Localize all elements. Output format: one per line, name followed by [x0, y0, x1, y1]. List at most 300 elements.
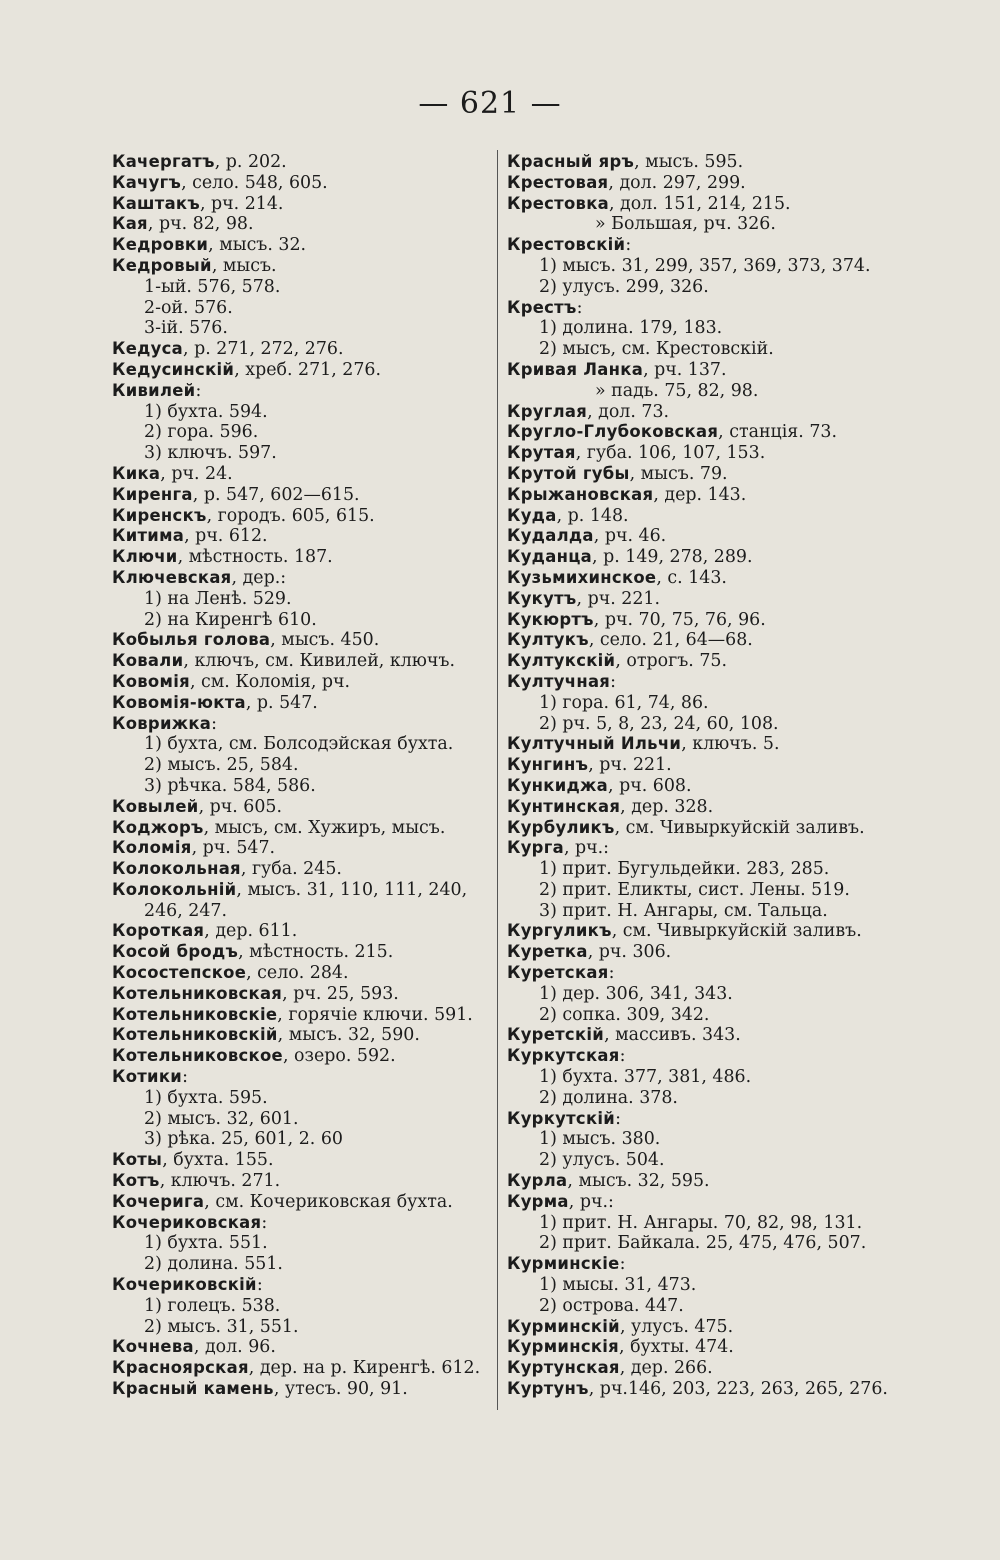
index-entry: [507, 1025, 897, 1046]
entry-references: 3) рѣчка. 584, 586.: [144, 775, 316, 796]
entry-references: , см. Коломія, рч.: [189, 671, 351, 692]
entry-headword: Красный яръ: [507, 152, 635, 171]
index-entry: [112, 921, 492, 942]
entry-headword: Ковали: [112, 651, 184, 671]
index-entry: [112, 1275, 492, 1296]
index-entry: [112, 776, 492, 797]
entry-references: , горячіе ключи. 591.: [277, 1004, 473, 1025]
entry-references: 2-ой. 576.: [144, 297, 233, 318]
index-entry: [507, 1233, 897, 1254]
index-entry: [507, 1129, 897, 1150]
entry-headword: Кукутъ: [507, 588, 577, 608]
index-entry: [112, 485, 492, 506]
index-entry: [112, 838, 492, 859]
index-entry: [507, 1275, 897, 1296]
entry-references: , мысъ. 79.: [629, 463, 728, 484]
entry-headword: Колокольная: [112, 859, 241, 879]
entry-headword: Кунтинская: [507, 796, 621, 816]
index-entry: [112, 1358, 492, 1379]
index-entry: [112, 1046, 492, 1067]
entry-headword: Кедуса: [112, 339, 184, 359]
entry-references: , село. 21, 64—68.: [588, 630, 753, 651]
entry-references: , мысъ. 32.: [208, 235, 307, 256]
entry-references: 3) рѣка. 25, 601, 2. 60: [144, 1129, 343, 1150]
entry-references: , ключъ, см. Кивилей, ключъ.: [183, 651, 456, 672]
entry-references: 2) на Киренгѣ 610.: [144, 609, 317, 630]
entry-headword: Котельниковскіе: [112, 1004, 278, 1024]
index-entry: [112, 880, 492, 901]
entry-references: , мысъ, см. Хужиръ, мысъ.: [203, 817, 446, 838]
index-entry: [507, 214, 897, 235]
index-column-left: [112, 152, 492, 1400]
entry-references: , дол. 73.: [587, 401, 670, 422]
entry-references: , дол. 151, 214, 215.: [608, 193, 791, 214]
index-entry: [507, 506, 897, 527]
entry-references: , с. 143.: [656, 567, 727, 588]
entry-references: , рч.:: [568, 1191, 614, 1212]
entry-references: , городъ. 605, 615.: [206, 505, 375, 526]
entry-references: , мысъ. 595.: [634, 152, 744, 172]
index-entry: [507, 755, 897, 776]
index-entry: [112, 1067, 492, 1088]
index-entry: [507, 1150, 897, 1171]
index-entry: [112, 1233, 492, 1254]
index-entry: [507, 672, 897, 693]
entry-references: , дол. 297, 299.: [608, 172, 746, 193]
index-entry: [112, 506, 492, 527]
entry-headword: Киренга: [112, 484, 193, 504]
entry-headword: Кунгинъ: [507, 755, 589, 775]
entry-references: 3-ій. 576.: [144, 318, 228, 339]
index-entry: [112, 443, 492, 464]
entry-headword: Кривая Ланка: [507, 359, 644, 379]
entry-headword: Кургуликъ: [507, 921, 612, 941]
index-entry: [507, 797, 897, 818]
index-entry: [507, 610, 897, 631]
entry-references: :: [576, 297, 583, 318]
index-entry: [507, 1254, 897, 1275]
index-entry: [507, 547, 897, 568]
entry-references: , рч. 137.: [643, 359, 727, 380]
index-entry: [112, 464, 492, 485]
entry-references: , рч.146, 203, 223, 263, 265, 276.: [588, 1379, 888, 1400]
entry-references: , массивъ. 343.: [604, 1025, 741, 1046]
index-entry: [507, 818, 897, 839]
index-entry: [112, 1337, 492, 1358]
index-entry: [112, 693, 492, 714]
entry-references: 1) долина. 179, 183.: [539, 318, 723, 339]
entry-references: 1) прит. Н. Ангары. 70, 82, 98, 131.: [539, 1212, 863, 1233]
entry-headword: Курла: [507, 1171, 568, 1191]
index-entry: [112, 173, 492, 194]
index-entry: [507, 381, 897, 402]
entry-references: , ключъ. 5.: [681, 734, 780, 755]
index-entry: [112, 256, 492, 277]
index-entry: [112, 714, 492, 735]
entry-references: 1) мысы. 31, 473.: [539, 1275, 697, 1296]
entry-references: , рч. 82, 98.: [147, 214, 254, 235]
entry-headword: Кункиджа: [507, 775, 609, 795]
entry-headword: Ковылей: [112, 796, 199, 816]
index-entry: [112, 318, 492, 339]
entry-references: , губа. 106, 107, 153.: [575, 443, 766, 464]
index-entry: [507, 859, 897, 880]
index-entry: [112, 1254, 492, 1275]
entry-headword: Котики: [112, 1067, 183, 1087]
index-entry: [507, 1317, 897, 1338]
entry-references: , рч. 612.: [184, 526, 268, 547]
index-entry: [112, 1296, 492, 1317]
index-entry: [112, 298, 492, 319]
entry-headword: Кобылья голова: [112, 630, 271, 650]
entry-references: , отрогъ. 75.: [615, 651, 727, 672]
entry-references: , рч. 547.: [191, 838, 276, 859]
index-entry: [507, 1109, 897, 1130]
entry-references: , см. Кочериковская бухта.: [204, 1191, 453, 1212]
entry-headword: Култукскій: [507, 651, 616, 671]
entry-headword: Кудалда: [507, 526, 594, 546]
entry-headword: Красный камень: [112, 1379, 274, 1399]
index-entry: [112, 1317, 492, 1338]
entry-references: 2) прит. Байкала. 25, 475, 476, 507.: [539, 1233, 867, 1254]
index-entry: [507, 1046, 897, 1067]
entry-headword: Крыжановская: [507, 484, 654, 504]
index-entry: [112, 194, 492, 215]
index-entry: [112, 942, 492, 963]
entry-headword: Коджоръ: [112, 817, 204, 837]
entry-headword: Кочериковская: [112, 1212, 262, 1232]
index-entry: [112, 277, 492, 298]
entry-references: 2) долина. 378.: [539, 1087, 678, 1108]
entry-headword: Курга: [507, 838, 564, 858]
entry-references: :: [615, 1108, 621, 1129]
entry-references: 2) сопка. 309, 342.: [539, 1004, 710, 1025]
entry-references: , мысъ. 32, 595.: [567, 1171, 710, 1192]
entry-headword: Куретская: [507, 963, 609, 983]
entry-references: 2) прит. Еликты, сист. Лены. 519.: [539, 879, 850, 900]
entry-headword: Колокольній: [112, 879, 237, 899]
entry-references: , р. 547, 602—615.: [192, 484, 360, 505]
entry-references: :: [625, 235, 632, 256]
index-entry: [507, 277, 897, 298]
entry-references: , дер. 266.: [619, 1358, 713, 1379]
index-entry: [112, 901, 492, 922]
entry-references: , см. Чивыркуйскій заливъ.: [614, 817, 865, 838]
entry-references: , село. 548, 605.: [181, 172, 328, 193]
entry-headword: Кедровки: [112, 235, 209, 255]
entry-headword: Кукюртъ: [507, 609, 594, 629]
entry-headword: Косой бродъ: [112, 942, 239, 962]
index-entry: [112, 526, 492, 547]
entry-references: , см. Чивыркуйскій заливъ.: [611, 921, 862, 942]
index-entry: [507, 734, 897, 755]
index-entry: [507, 443, 897, 464]
entry-references: 2) улусъ. 504.: [539, 1150, 665, 1171]
entry-headword: Ключи: [112, 547, 178, 567]
entry-references: 2) гора. 596.: [144, 422, 259, 443]
entry-references: , мысъ. 31, 110, 111, 240,: [236, 879, 468, 900]
index-entry: [112, 422, 492, 443]
entry-headword: Курминскій: [507, 1316, 620, 1336]
entry-references: 2) мысъ. 31, 551.: [144, 1316, 299, 1337]
entry-references: 1) мысъ. 380.: [539, 1129, 661, 1150]
index-entry: [507, 1296, 897, 1317]
entry-headword: Качугъ: [112, 172, 182, 192]
entry-references: , мѣстность. 187.: [177, 547, 333, 568]
entry-references: , р. 149, 278, 289.: [592, 547, 753, 568]
entry-references: :: [608, 963, 615, 984]
index-entry: [507, 1005, 897, 1026]
entry-references: 2) улусъ. 299, 326.: [539, 276, 709, 297]
entry-headword: Култучная: [507, 671, 611, 691]
index-entry: [507, 901, 897, 922]
entry-references: , станція. 73.: [718, 422, 837, 443]
entry-references: , дол. 96.: [193, 1337, 276, 1358]
index-entry: [112, 1109, 492, 1130]
index-entry: [507, 339, 897, 360]
entry-references: , улусъ. 475.: [619, 1316, 734, 1337]
index-entry: [507, 402, 897, 423]
entry-references: :: [211, 713, 218, 734]
entry-references: 2) мысъ. 25, 584.: [144, 755, 299, 776]
index-entry: [507, 485, 897, 506]
entry-headword: Кедровый: [112, 255, 212, 275]
entry-references: 1) бухта. 595.: [144, 1087, 268, 1108]
entry-references: » Большая, рч. 326.: [595, 214, 776, 235]
entry-references: , рч. 70, 75, 76, 96.: [593, 609, 766, 630]
entry-references: 1) бухта. 594.: [144, 401, 268, 422]
entry-references: , рч. 25, 593.: [282, 983, 399, 1004]
entry-references: , дер.:: [231, 567, 287, 588]
entry-references: , мысъ. 450.: [270, 630, 380, 651]
entry-references: 2) мысъ, см. Крестовскій.: [539, 339, 774, 360]
entry-headword: Китима: [112, 526, 185, 546]
entry-headword: Каштакъ: [112, 193, 200, 213]
index-entry: [112, 672, 492, 693]
entry-headword: Котъ: [112, 1171, 160, 1191]
page-number: — 621 —: [418, 86, 562, 121]
entry-headword: Куркутская: [507, 1046, 620, 1066]
index-entry: [507, 1213, 897, 1234]
index-entry: [507, 318, 897, 339]
index-entry: [507, 298, 897, 319]
index-entry: [507, 776, 897, 797]
entry-references: , рч. 46.: [593, 526, 667, 547]
index-entry: [112, 381, 492, 402]
index-entry: [112, 589, 492, 610]
index-entry: [112, 734, 492, 755]
entry-references: , озеро. 592.: [282, 1046, 396, 1067]
entry-headword: Коврижка: [112, 713, 212, 733]
index-entry: [507, 568, 897, 589]
entry-references: , рч. 605.: [198, 796, 283, 817]
entry-references: 1) бухта, см. Болсодэйская бухта.: [144, 734, 454, 755]
index-entry: [507, 1088, 897, 1109]
index-entry: [507, 235, 897, 256]
entry-headword: Короткая: [112, 921, 205, 941]
index-entry: [507, 256, 897, 277]
entry-headword: Култукъ: [507, 630, 589, 650]
entry-references: , дер. на р. Киренгѣ. 612.: [248, 1358, 481, 1379]
entry-references: , рч. 306.: [587, 942, 672, 963]
entry-headword: Ковомія-юкта: [112, 692, 246, 712]
entry-headword: Кузьмихинское: [507, 567, 657, 587]
index-entry: [112, 797, 492, 818]
entry-headword: Куртунская: [507, 1358, 620, 1378]
entry-references: , рч.:: [563, 838, 610, 859]
entry-headword: Куртунъ: [507, 1379, 589, 1399]
index-entry: [507, 714, 897, 735]
index-entry: [112, 568, 492, 589]
entry-references: 1) дер. 306, 341, 343.: [539, 983, 733, 1004]
entry-headword: Кочерига: [112, 1191, 205, 1211]
entry-headword: Крестовскій: [507, 235, 626, 255]
entry-references: 1-ый. 576, 578.: [144, 276, 281, 297]
entry-references: :: [619, 1046, 626, 1067]
entry-references: , дер. 143.: [653, 484, 747, 505]
entry-references: 1) на Ленѣ. 529.: [144, 588, 292, 609]
entry-references: , рч. 214.: [199, 193, 284, 214]
entry-references: , р. 271, 272, 276.: [183, 339, 344, 360]
entry-headword: Ключевская: [112, 567, 232, 587]
entry-headword: Кика: [112, 463, 161, 483]
entry-headword: Круглая: [507, 401, 588, 421]
entry-headword: Курма: [507, 1191, 569, 1211]
entry-references: 3) ключъ. 597.: [144, 443, 277, 464]
entry-references: , рч. 221.: [576, 588, 660, 609]
entry-headword: Крестъ: [507, 297, 577, 317]
index-entry: [507, 838, 897, 859]
entry-headword: Кивилей: [112, 380, 196, 400]
index-entry: [112, 1379, 492, 1400]
entry-references: , губа. 245.: [240, 859, 342, 880]
index-entry: [507, 921, 897, 942]
index-entry: [507, 1337, 897, 1358]
entry-headword: Крутой губы: [507, 463, 630, 483]
entry-references: 2) мысъ. 32, 601.: [144, 1108, 299, 1129]
entry-references: :: [619, 1254, 626, 1275]
entry-headword: Курбуликъ: [507, 817, 615, 837]
index-entry: [112, 1088, 492, 1109]
entry-headword: Куданца: [507, 547, 593, 567]
index-entry: [112, 1005, 492, 1026]
index-entry: [112, 402, 492, 423]
entry-headword: Крестовая: [507, 172, 609, 192]
entry-references: 2) острова. 447.: [539, 1295, 684, 1316]
entry-references: , мѣстность. 215.: [238, 942, 394, 963]
entry-references: , р. 202.: [214, 152, 287, 172]
entry-references: , р. 148.: [556, 505, 629, 526]
entry-references: 2) рч. 5, 8, 23, 24, 60, 108.: [539, 713, 779, 734]
index-column-right: [507, 152, 897, 1400]
index-entry: [112, 235, 492, 256]
entry-references: :: [610, 671, 616, 692]
index-entry: [507, 464, 897, 485]
entry-headword: Косостепское: [112, 963, 247, 983]
index-entry: [507, 194, 897, 215]
index-entry: [507, 693, 897, 714]
entry-references: 1) бухта. 377, 381, 486.: [539, 1067, 752, 1088]
index-entry: [507, 1067, 897, 1088]
index-entry: [507, 1192, 897, 1213]
entry-references: 1) прит. Бугульдейки. 283, 285.: [539, 859, 830, 880]
entry-references: 1) бухта. 551.: [144, 1233, 268, 1254]
index-entry: [112, 339, 492, 360]
entry-references: , рч. 608.: [608, 775, 692, 796]
column-divider: [497, 150, 498, 1410]
entry-references: , мысъ.: [211, 255, 277, 276]
entry-headword: Куркутскій: [507, 1108, 616, 1128]
entry-headword: Красноярская: [112, 1358, 249, 1378]
entry-references: 2) долина. 551.: [144, 1254, 283, 1275]
index-entry: [507, 173, 897, 194]
index-entry: [507, 1379, 897, 1400]
index-entry: [112, 214, 492, 235]
entry-references: , хреб. 271, 276.: [234, 359, 382, 380]
index-entry: [112, 1192, 492, 1213]
entry-references: , бухта. 155.: [162, 1150, 274, 1171]
entry-headword: Крестовка: [507, 193, 609, 213]
entry-references: , рч. 24.: [160, 463, 233, 484]
entry-headword: Коты: [112, 1150, 163, 1170]
entry-references: , дер. 328.: [620, 796, 714, 817]
index-entry: [112, 818, 492, 839]
entry-headword: Кочериковскій: [112, 1275, 257, 1295]
entry-headword: Котельниковскій: [112, 1025, 278, 1045]
index-entry: [507, 526, 897, 547]
entry-headword: Кая: [112, 214, 148, 234]
index-entry: [112, 1150, 492, 1171]
index-entry: [507, 1358, 897, 1379]
index-entry: [112, 1129, 492, 1150]
entry-headword: Куда: [507, 505, 557, 525]
index-entry: [507, 422, 897, 443]
entry-headword: Крутая: [507, 443, 576, 463]
entry-references: , ключъ. 271.: [159, 1171, 281, 1192]
index-entry: [507, 963, 897, 984]
index-entry: [507, 360, 897, 381]
entry-references: , утесъ. 90, 91.: [273, 1379, 408, 1400]
index-entry: [507, 152, 897, 173]
entry-references: , дер. 611.: [204, 921, 298, 942]
entry-headword: Кочнева: [112, 1337, 194, 1357]
entry-headword: Кедусинскій: [112, 359, 235, 379]
index-entry: [112, 630, 492, 651]
index-entry: [507, 630, 897, 651]
entry-headword: Котельниковское: [112, 1046, 283, 1066]
entry-headword: Кругло-Глубоковская: [507, 422, 719, 442]
index-entry: [112, 610, 492, 631]
index-entry: [112, 547, 492, 568]
entry-headword: Киренскъ: [112, 505, 207, 525]
index-entry: [112, 984, 492, 1005]
entry-references: 1) голецъ. 538.: [144, 1295, 281, 1316]
entry-headword: Качергатъ: [112, 152, 215, 171]
index-entry: [112, 1213, 492, 1234]
entry-references: 1) гора. 61, 74, 86.: [539, 692, 709, 713]
index-entry: [112, 859, 492, 880]
entry-headword: Култучный Ильчи: [507, 734, 682, 754]
index-entry: [507, 1171, 897, 1192]
index-entry: [112, 755, 492, 776]
entry-references: :: [195, 380, 202, 401]
entry-headword: Куретскій: [507, 1025, 605, 1045]
index-entry: [507, 589, 897, 610]
entry-headword: Котельниковская: [112, 983, 283, 1003]
entry-headword: Курминскіе: [507, 1254, 620, 1274]
entry-references: , бухты. 474.: [619, 1337, 734, 1358]
entry-headword: Ковомія: [112, 671, 190, 691]
